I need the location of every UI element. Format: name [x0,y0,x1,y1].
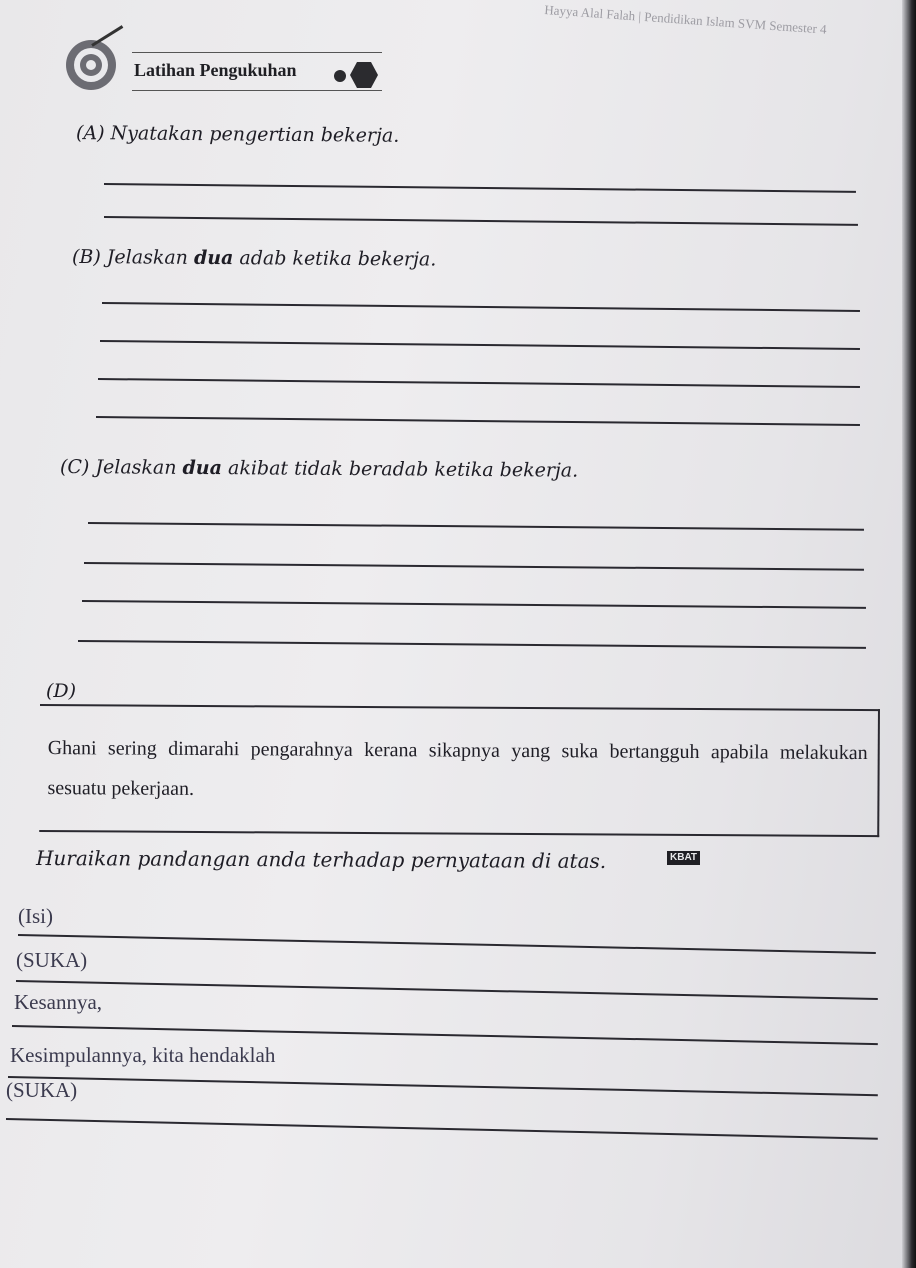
question-c-emphasis: dua [182,456,223,480]
handwritten-answer: (SUKA) [16,948,88,972]
handwritten-answer: Kesannya, [14,990,103,1014]
answer-line [78,640,866,649]
page-title: Latihan Pengukuhan [134,60,297,80]
scenario-passage: Ghani sering dimarahi pengarahnya kerana sikapnya yang suka bertangguh apabila melakukan sesuatu pekerjaan. [47,737,868,800]
answer-line [104,216,858,226]
question-b-text: Jelaskan [106,246,189,269]
handwritten-answer: (Isi) [18,904,53,928]
answer-line [82,600,866,609]
title-rule-top [132,52,382,53]
answer-line [102,302,860,312]
question-a-text: Nyatakan pengertian bekerja. [110,122,400,147]
scenario-box [39,704,880,837]
question-b-emphasis: dua [193,246,234,270]
handwritten-answer: Kesimpulannya, kita hendaklah [10,1043,276,1067]
answer-line [96,416,860,426]
handwritten-answer: (SUKA) [6,1078,78,1102]
hexagon-icon [334,62,394,92]
running-header: Hayya Alal Falah | Pendidikan Islam SVM Semester 4 [543,2,828,37]
answer-line [18,934,876,954]
question-c-label: (C) [59,456,90,479]
answer-line [8,1076,878,1096]
answer-line [16,980,878,1000]
question-c-text: Jelaskan [95,456,177,479]
question-c [60,456,578,482]
question-a [76,122,400,147]
target-icon [66,40,116,90]
question-d-instruction: Huraikan pandangan anda terhadap pernyataan di atas. [35,846,607,873]
answer-line [6,1118,878,1140]
question-b-label: (B) [71,246,101,269]
question-a-label: (A) [75,122,105,145]
section-title [66,38,396,98]
kbat-badge: KBAT [667,851,700,865]
answer-line [84,562,864,571]
question-d-label: (D) [46,680,77,702]
question-c-text-end: akibat tidak beradab ketika bekerja. [227,457,579,482]
answer-line [88,522,864,531]
answer-line [98,378,860,388]
question-b [72,246,436,271]
answer-line [104,183,856,193]
book-spine-shadow [902,0,916,1268]
answer-line [100,340,860,350]
arrow-icon [91,25,123,47]
question-b-text-end: adab ketika bekerja. [239,247,437,271]
